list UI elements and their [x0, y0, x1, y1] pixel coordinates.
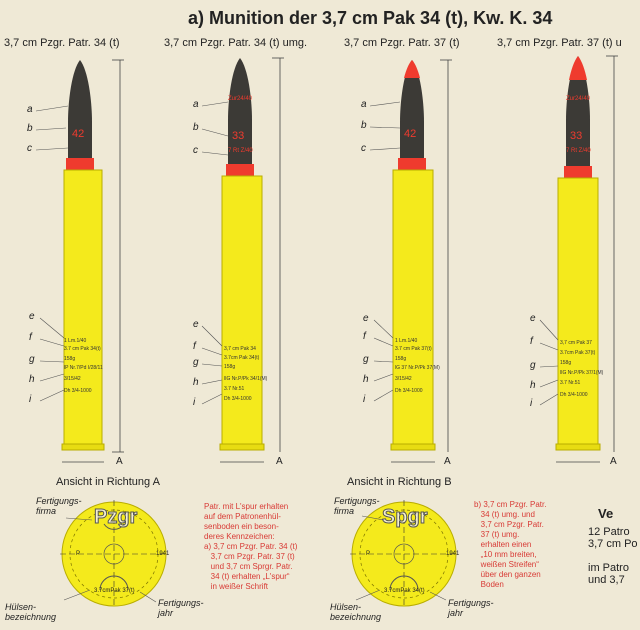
section-mark-2: A — [276, 456, 283, 467]
label-b-2: b — [193, 122, 199, 133]
cartridge-4-mark-1: 3,7 cm Pak 37 — [560, 340, 592, 346]
label-f-3: f — [363, 331, 366, 342]
label-e-3: e — [363, 313, 369, 324]
cartridge-3-head-number: 42 — [404, 128, 417, 140]
label-e-1: e — [29, 311, 35, 322]
label-e-4: e — [530, 313, 536, 324]
view-a-disc-text: Pzgr — [94, 506, 138, 528]
cartridge-2-mark-5: 3.7 Nr.51 — [224, 386, 245, 392]
label-b-3: b — [361, 120, 367, 131]
view-a-lower-left: Hülsen- bezeichnung — [5, 602, 57, 622]
cartridge-2-rim — [220, 444, 264, 450]
cartridge-1-mark-6: Dh 3/4-1000 — [64, 388, 92, 394]
cartridge-3-rim — [391, 444, 435, 450]
label-i-2: i — [193, 397, 196, 408]
cartridge-2-red-band — [226, 164, 254, 176]
label-h-3: h — [363, 374, 369, 385]
label-g-3: g — [363, 354, 369, 365]
view-a-bottom: 3.7cmPak 37(t) — [94, 588, 135, 594]
cartridge-2-mark-6: Dh 3/4-1000 — [224, 396, 252, 402]
label-a-2: a — [193, 99, 199, 110]
section-mark-1: A — [116, 456, 123, 467]
column-header-4: 3,7 cm Pzgr. Patr. 37 (t) u — [497, 37, 622, 49]
cartridge-2-case — [222, 176, 262, 446]
cartridge-1-mark-1: 1 Lm.1/40 — [64, 338, 87, 344]
cartridge-3-case — [393, 170, 433, 446]
label-f-2: f — [193, 341, 196, 352]
note-b: b) 3,7 cm Pzgr. Patr. 34 (t) umg. und 3,7 cm Pzgr. Patr. 37 (t) umg. erhalten einen „10 mm breiten, weißen Streifen“ über den ganzen Boden — [474, 500, 547, 589]
cartridge-2-top: Zur24/40 — [228, 96, 253, 102]
view-a-year: 1941 — [156, 551, 170, 557]
cartridge-2-sub: 7 Rt Z/40 — [228, 148, 253, 154]
cartridge-2-mark-3: 158g — [224, 364, 236, 370]
cartridge-4-mark-2: 3.7cm Pak 37(t) — [560, 350, 596, 356]
label-f-4: f — [530, 336, 533, 347]
column-header-3: 3,7 cm Pzgr. Patr. 37 (t) — [344, 37, 460, 49]
label-e-2: e — [193, 319, 199, 330]
view-a-lower-right: Fertigungs- jahr — [158, 598, 204, 618]
cartridge-3-red-cap — [404, 60, 420, 78]
view-b-lower-left: Hülsen- bezeichnung — [330, 602, 382, 622]
cartridge-2-mark-1: 3,7 cm Pak 34 — [224, 346, 256, 352]
view-a-title: Ansicht in Richtung A — [56, 476, 160, 488]
cartridge-3-mark-1: 1 Lm.1/40 — [395, 338, 418, 344]
cartridge-4-mark-4: lIG Nr.P/Pk 37/1(M) — [560, 370, 604, 376]
cartridge-3-mark-5: 3/15/42 — [395, 376, 412, 382]
cartridge-4-top: Zur24/40 — [566, 96, 591, 102]
view-a-center: P — [76, 551, 81, 557]
cartridge-1-case — [64, 170, 102, 446]
cartridge-1-tip — [68, 60, 92, 122]
cartridge-4-sub: 7 Rt Z/40 — [566, 148, 591, 154]
cartridge-4 — [556, 56, 600, 450]
label-h-1: h — [29, 374, 35, 385]
cartridge-4-mark-3: 158g — [560, 360, 572, 366]
view-b-upper-label: Fertigungs- firma — [334, 496, 380, 516]
cartridge-4-rim — [556, 444, 600, 450]
cartridge-2-mark-2: 3.7cm Pak 34(t) — [224, 355, 260, 361]
cartridge-3-mark-3: 158g — [395, 356, 407, 362]
cartridge-1-mark-4: lP Nr.7/Pd I/28/11 — [64, 365, 103, 371]
label-c-1: c — [27, 143, 32, 154]
cartridge-4-red-cap — [569, 56, 587, 80]
cartridge-2-head-number: 33 — [232, 130, 245, 142]
section-mark-4: A — [610, 456, 617, 467]
leader-lines — [36, 102, 558, 405]
page-title: a) Munition der 3,7 cm Pak 34 (t), Kw. K. 34 — [188, 8, 553, 28]
view-b-bottom: 3.7cmPak 34(t) — [384, 588, 425, 594]
side-heading: Ve — [598, 506, 614, 521]
cartridge-1-head-number: 42 — [72, 128, 85, 140]
cartridge-3-mark-4: lG 37 Nr.P/Pk 37(M) — [395, 365, 440, 371]
cartridge-3-red-band — [398, 158, 426, 170]
column-header-2: 3,7 cm Pzgr. Patr. 34 (t) umg. — [164, 37, 308, 49]
cartridge-4-mark-5: 3.7 Nr.51 — [560, 380, 581, 386]
view-b-disc-text: Spgr — [382, 506, 428, 528]
cartridge-4-mark-6: Dh 3/4-1000 — [560, 392, 588, 398]
dimension-lines — [62, 56, 618, 462]
label-c-2: c — [193, 145, 198, 156]
view-a-upper-label: Fertigungs- firma — [36, 496, 82, 516]
label-a-3: a — [361, 99, 367, 110]
label-i-4: i — [530, 398, 533, 409]
cartridge-4-band — [566, 120, 590, 168]
label-h-4: h — [530, 380, 536, 391]
cartridge-3-mark-2: 3.7 cm Pak 37(t) — [395, 346, 432, 352]
cartridge-3-mark-6: Dh 3/4-1000 — [395, 388, 423, 394]
cartridge-2-band — [228, 120, 252, 165]
side-text: 12 Patro 3,7 cm Po im Patro und 3,7 — [588, 526, 638, 586]
cartridge-4-case — [558, 178, 598, 446]
view-b-lower-right: Fertigungs- jahr — [448, 598, 494, 618]
cartridge-4-red-band — [564, 166, 592, 178]
label-b-1: b — [27, 123, 33, 134]
cartridge-1-rim — [62, 444, 104, 450]
label-g-4: g — [530, 360, 536, 371]
view-b-title: Ansicht in Richtung B — [347, 476, 452, 488]
cartridge-1-mark-5: 3/15/42 — [64, 376, 81, 382]
label-g-2: g — [193, 357, 199, 368]
label-a-1: a — [27, 104, 33, 115]
note-a: Patr. mit L'spur erhalten auf dem Patronenhül- senboden ein beson- deres Kennzeichen: a) 3,7 cm Pzgr. Patr. 34 (t) 3,7 cm Pzgr. Patr. 37 (t) und 3,7 cm Sprgr. Patr. 34 (t) erhalten „L'spur“ in weißer Schrift — [204, 502, 298, 591]
column-header-1: 3,7 cm Pzgr. Patr. 34 (t) — [4, 37, 120, 49]
cartridge-1-red-band — [66, 158, 94, 170]
label-h-2: h — [193, 377, 199, 388]
label-i-3: i — [363, 394, 366, 405]
cartridge-1-mark-2: 3.7 cm Pak 34(t) — [64, 346, 101, 352]
label-f-1: f — [29, 332, 32, 343]
cartridge-4-head-number: 33 — [570, 130, 583, 142]
view-b-center: P — [366, 551, 371, 557]
label-c-3: c — [361, 143, 366, 154]
cartridge-2-mark-4: lIG Nr.P/Pk 34/1(M) — [224, 376, 268, 382]
cartridge-1-mark-3: 158g — [64, 356, 76, 362]
section-mark-3: A — [444, 456, 451, 467]
cartridge-2-tip — [228, 58, 252, 120]
label-i-1: i — [29, 394, 32, 405]
label-g-1: g — [29, 354, 35, 365]
view-b-year: 1941 — [446, 551, 460, 557]
